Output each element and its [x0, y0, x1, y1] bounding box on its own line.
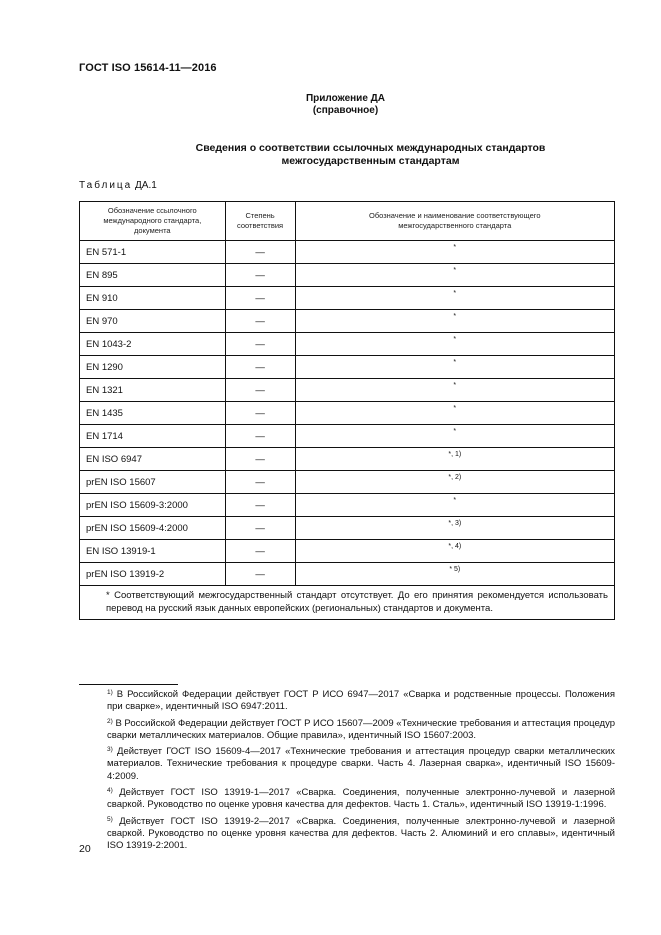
cell-gost: *	[295, 287, 614, 310]
footnote-text: Действует ГОСТ ISO 13919-2—2017 «Сварка. Соединения, полученные электронно-лучевой и лазерной сваркой. Руководство по оценке уровня качества для дефектов. Часть 2. Алюминий и его сплавы», идентичный ISO 13919-2:2001.	[107, 815, 616, 852]
header-interstate-standard: Обозначение и наименование соответствующего межгосударственного стандарта	[295, 202, 614, 241]
table-row	[80, 425, 615, 448]
cell-degree: —	[225, 563, 295, 586]
title-line-2: межгосударственным стандартам	[281, 155, 460, 167]
cell-reference: prEN ISO 15607	[80, 471, 226, 494]
footnote-mark: 3)	[107, 746, 113, 754]
header-reference-standard: Обозначение ссылочного международного стандарта, документа	[80, 202, 226, 241]
cell-gost: *	[295, 264, 614, 287]
table-row	[80, 379, 615, 402]
footnote-mark: 5)	[107, 815, 113, 823]
cell-degree: —	[225, 494, 295, 517]
table-note	[80, 586, 615, 620]
footnotes	[79, 687, 615, 855]
cell-reference: EN ISO 6947	[80, 448, 226, 471]
footnote-mark: 1)	[107, 689, 113, 696]
footnote-text: Действует ГОСТ ISO 15609-4—2017 «Технические требования и аттестация процедур сварки металлических материалов. Технические требования к процедуре сварки. Часть 4. Лазерная сварка», идентичный ISO 15609-4:2009.	[107, 746, 616, 782]
footnote-3	[79, 744, 615, 783]
annex-subtitle: (справочное)	[312, 105, 379, 116]
annex-title: Приложение ДА	[305, 93, 386, 104]
cell-degree: —	[225, 264, 295, 287]
cell-degree: —	[225, 310, 295, 333]
cell-gost: *	[295, 402, 614, 425]
footnote-divider	[79, 684, 178, 685]
footnote-mark: 4)	[107, 787, 113, 795]
cell-reference: EN 1435	[80, 402, 226, 425]
cell-reference: EN 1043-2	[80, 333, 226, 356]
cell-degree: —	[225, 333, 295, 356]
cell-gost: *	[295, 310, 614, 333]
cell-degree: —	[225, 425, 295, 448]
table-row	[80, 310, 615, 333]
cell-gost: *, 1)	[295, 448, 614, 471]
annex-heading	[0, 93, 661, 117]
table-note-text: * Соответствующий межгосударственный стандарт отсутствует. До его принятия рекомендуется использовать перевод на русский язык данных европейских (региональных) стандартов и документа.	[106, 590, 608, 614]
cell-degree: —	[225, 379, 295, 402]
cell-degree: —	[225, 540, 295, 563]
cell-degree: —	[225, 402, 295, 425]
header-degree: Степень соответствия	[225, 202, 295, 241]
cell-reference: EN 895	[80, 264, 226, 287]
page-number: 20	[79, 843, 91, 855]
footnote-1	[79, 687, 615, 714]
cell-reference: EN 571-1	[80, 241, 226, 264]
cell-reference: prEN ISO 15609-3:2000	[80, 494, 226, 517]
title-line-1: Сведения о соответствии ссылочных международных стандартов	[195, 142, 546, 154]
cell-reference: EN 1290	[80, 356, 226, 379]
cell-degree: —	[225, 448, 295, 471]
cell-gost: *, 2)	[295, 471, 614, 494]
table-row	[80, 517, 615, 540]
cell-gost: *	[295, 379, 614, 402]
cell-degree: —	[225, 287, 295, 310]
cell-reference: prEN ISO 13919-2	[80, 563, 226, 586]
cell-gost: *, 4)	[295, 540, 614, 563]
cell-gost: *	[295, 333, 614, 356]
footnote-4	[79, 785, 615, 812]
footnote-text: В Российской Федерации действует ГОСТ Р ИСО 15607—2009 «Технические требования и аттестация процедур сварки металлических материалов. Общие правила», идентичный ISO 15607:2003.	[107, 717, 616, 741]
cell-reference: EN ISO 13919-1	[80, 540, 226, 563]
table-row	[80, 402, 615, 425]
cell-gost: * 5)	[295, 563, 614, 586]
cell-degree: —	[225, 517, 295, 540]
cell-reference: EN 1321	[80, 379, 226, 402]
table-row	[80, 241, 615, 264]
cell-reference: EN 1714	[80, 425, 226, 448]
footnote-2	[79, 716, 615, 743]
cell-gost: *	[295, 494, 614, 517]
document-title	[40, 142, 661, 168]
cell-degree: —	[225, 241, 295, 264]
table-row	[80, 471, 615, 494]
standard-id-header: ГОСТ ISO 15614-11—2016	[79, 62, 217, 74]
cell-reference: EN 970	[80, 310, 226, 333]
table-caption-word: Таблица	[79, 180, 133, 191]
table-note-row	[80, 586, 615, 620]
footnote-text: В Российской Федерации действует ГОСТ Р ИСО 6947—2017 «Сварка и родственные процессы. Положения при сварке», идентичный ISO 6947:2011.	[107, 689, 616, 713]
footnote-mark: 2)	[107, 717, 113, 725]
table-row	[80, 540, 615, 563]
table-caption	[79, 180, 157, 191]
table-row	[80, 287, 615, 310]
table-row	[80, 333, 615, 356]
cell-degree: —	[225, 356, 295, 379]
table-row	[80, 494, 615, 517]
table-header-row	[80, 202, 615, 241]
table-row	[80, 356, 615, 379]
footnote-text: Действует ГОСТ ISO 13919-1—2017 «Сварка. Соединения, полученные электронно-лучевой и лазерной сваркой. Руководство по оценке уровня качества для дефектов. Часть 1. Сталь», идентичный ISO 13919-1:1996.	[107, 787, 616, 811]
cell-gost: *	[295, 356, 614, 379]
cell-gost: *	[295, 425, 614, 448]
table-row	[80, 264, 615, 287]
table-caption-number: ДА.1	[135, 180, 157, 191]
cell-gost: *	[295, 241, 614, 264]
cell-gost: *, 3)	[295, 517, 614, 540]
footnote-5	[79, 814, 615, 853]
cell-reference: prEN ISO 15609-4:2000	[80, 517, 226, 540]
table-row	[80, 448, 615, 471]
cell-reference: EN 910	[80, 287, 226, 310]
table-row	[80, 563, 615, 586]
correspondence-table	[79, 201, 615, 620]
cell-degree: —	[225, 471, 295, 494]
